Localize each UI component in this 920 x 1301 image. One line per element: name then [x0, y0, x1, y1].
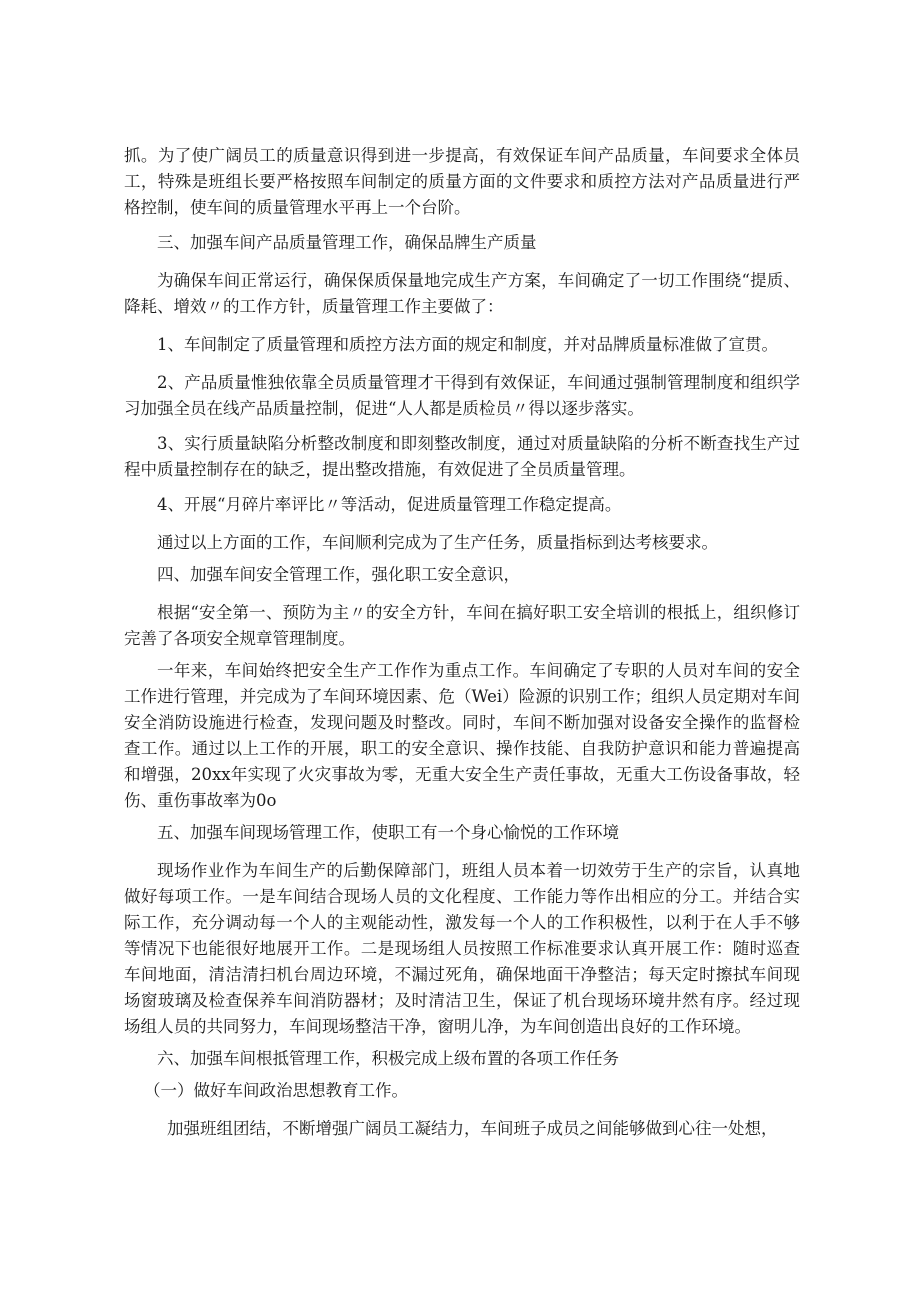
paragraph-quality-summary: 通过以上方面的工作，车间顺利完成为了生产任务，质量指标到达考核要求。: [157, 533, 718, 552]
paragraph-quality-intro: 为确保车间正常运行，确保保质保量地完成生产方案，车间确定了一切工作围绕“提质、降耗、增效〃的工作方针，质量管理工作主要做了：: [124, 271, 800, 316]
list-item-quality-3: 3、实行质量缺陷分析整改制度和即刻整改制度，通过对质量缺陷的分析不断查找生产过程中质量控制存在的缺乏，提出整改措施，有效促进了全员质量管理。: [124, 434, 800, 479]
paragraph-team-unity: 加强班组团结，不断增强广阔员工凝结力，车间班子成员之间能够做到心往一处想，: [167, 1119, 778, 1138]
paragraph-site-management: 现场作业作为车间生产的后勤保障部门，班组人员本着一切效劳于生产的宗旨，认真地做好每项工作。一是车间结合现场人员的文化程度、工作能力等作出相应的分工。并结合实际工作，充分调动每一个人的主观能动性，激发每一个人的工作积极性，以利于在人手不够等情况下也能很好地展开工作。二是现场组人员按照工作标准要求认真开展工作：随时巡查车间地面，清洁清扫机台周边环境，不漏过死角，确保地面干净整洁；每天定时擦拭车间现场窗玻璃及检查保养车间消防器材；及时清洁卫生，保证了机台现场环境井然有序。经过现场组人员的共同努力，车间现场整洁干净，窗明儿净，为车间创造出良好的工作环境。: [124, 861, 800, 1036]
heading-subsection-1: （一）做好车间政治思想教育工作。: [144, 1081, 408, 1100]
paragraph-safety-policy: 根据“安全第一、预防为主〃的安全方针，车间在搞好职工安全培训的根抵上，组织修订完善了各项安全规章管理制度。: [124, 603, 800, 648]
document-page: [124, 143, 800, 1142]
list-item-quality-1: 1、车间制定了质量管理和质控方法方面的规定和制度，并对品牌质量标准做了宣贯。: [157, 335, 778, 354]
paragraph-safety-year: 一年来，车间始终把安全生产工作作为重点工作。车间确定了专职的人员对车间的安全工作进行管理，并完成为了车间环境因素、危（Wei）险源的识别工作；组织人员定期对车间安全消防设施进行检查，发现问题及时整改。同时，车间不断加强对设备安全操作的监督检查工作。通过以上工作的开展，职工的安全意识、操作技能、自我防护意识和能力普遍提高和增强，20xx年实现了火灾事故为零，无重大安全生产责任事故，无重大工伤设备事故，轻伤、重伤事故率为0o: [124, 661, 800, 810]
heading-section-6: 六、加强车间根抵管理工作，积极完成上级布置的各项工作任务: [157, 1049, 619, 1068]
paragraph-quality-awareness: 抓。为了使广阔员工的质量意识得到进一步提高，有效保证车间产品质量，车间要求全体员工，特殊是班组长要严格按照车间制定的质量方面的文件要求和质控方法对产品质量进行严格控制，使车间的质量管理水平再上一个台阶。: [124, 146, 800, 217]
heading-section-3: 三、加强车间产品质量管理工作，确保品牌生产质量: [157, 233, 537, 252]
list-item-quality-4: 4、开展“月碎片率评比〃等活动，促进质量管理工作稳定提高。: [157, 495, 622, 514]
list-item-quality-2: 2、产品质量惟独依靠全员质量管理才干得到有效保证，车间通过强制管理制度和组织学习加强全员在线产品质量控制，促进“人人都是质检员〃得以逐步落实。: [124, 373, 800, 418]
heading-section-4: 四、加强车间安全管理工作，强化职工安全意识，: [157, 565, 520, 584]
heading-section-5: 五、加强车间现场管理工作，使职工有一个身心愉悦的工作环境: [157, 823, 619, 842]
